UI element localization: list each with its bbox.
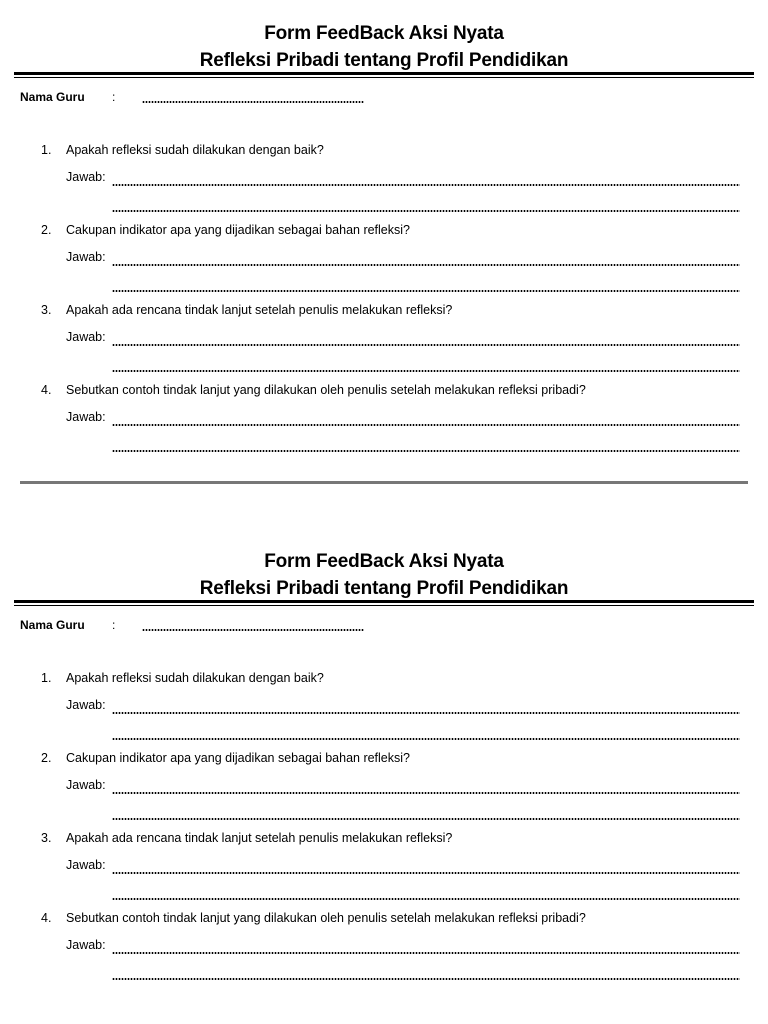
question-number: 2. <box>41 751 52 765</box>
nama-guru-label: Nama Guru <box>20 618 85 632</box>
form-separator <box>20 481 748 484</box>
answer-line-1[interactable] <box>112 184 740 186</box>
question-text: Cakupan indikator apa yang dijadikan sebagai bahan refleksi? <box>66 751 410 765</box>
answer-line-1[interactable] <box>112 424 740 426</box>
answer-line-2[interactable] <box>112 370 740 372</box>
answer-line-1[interactable] <box>112 344 740 346</box>
nama-guru-row <box>20 618 115 632</box>
answer-line-2[interactable] <box>112 978 740 980</box>
answer-line-1[interactable] <box>112 712 740 714</box>
answer-line-2[interactable] <box>112 450 740 452</box>
answer-line-1[interactable] <box>112 264 740 266</box>
question-number: 1. <box>41 671 52 685</box>
answer-label: Jawab: <box>66 698 106 712</box>
question-text: Cakupan indikator apa yang dijadikan sebagai bahan refleksi? <box>66 223 410 237</box>
question-text: Sebutkan contoh tindak lanjut yang dilakukan oleh penulis setelah melakukan refleksi pribadi? <box>66 911 586 925</box>
question-text: Apakah refleksi sudah dilakukan dengan baik? <box>66 143 324 157</box>
answer-label: Jawab: <box>66 858 106 872</box>
question-text: Apakah refleksi sudah dilakukan dengan baik? <box>66 671 324 685</box>
nama-guru-colon: : <box>112 90 116 104</box>
header-rule <box>14 72 754 75</box>
nama-guru-field[interactable] <box>142 101 364 103</box>
answer-label: Jawab: <box>66 938 106 952</box>
question-number: 3. <box>41 831 52 845</box>
form-title: Form FeedBack Aksi Nyata <box>264 23 504 44</box>
question-number: 2. <box>41 223 52 237</box>
question-number: 3. <box>41 303 52 317</box>
question-text: Apakah ada rencana tindak lanjut setelah penulis melakukan refleksi? <box>66 831 453 845</box>
question-number: 1. <box>41 143 52 157</box>
answer-line-2[interactable] <box>112 738 740 740</box>
form-subtitle: Refleksi Pribadi tentang Profil Pendidikan <box>199 578 569 599</box>
answer-line-1[interactable] <box>112 872 740 874</box>
nama-guru-field[interactable] <box>142 629 364 631</box>
nama-guru-label: Nama Guru <box>20 90 85 104</box>
nama-guru-row <box>20 90 115 104</box>
answer-label: Jawab: <box>66 778 106 792</box>
header-rule <box>14 600 754 603</box>
answer-label: Jawab: <box>66 170 106 184</box>
question-number: 4. <box>41 383 52 397</box>
answer-line-2[interactable] <box>112 818 740 820</box>
feedback-form-1 <box>0 20 768 424</box>
answer-label: Jawab: <box>66 250 106 264</box>
feedback-form-2 <box>0 548 768 952</box>
answer-label: Jawab: <box>66 410 106 424</box>
question-number: 4. <box>41 911 52 925</box>
answer-label: Jawab: <box>66 330 106 344</box>
answer-line-1[interactable] <box>112 792 740 794</box>
answer-line-1[interactable] <box>112 952 740 954</box>
answer-line-2[interactable] <box>112 210 740 212</box>
question-text: Apakah ada rencana tindak lanjut setelah penulis melakukan refleksi? <box>66 303 453 317</box>
answer-line-2[interactable] <box>112 290 740 292</box>
header-rule-thin <box>14 605 754 606</box>
answer-line-2[interactable] <box>112 898 740 900</box>
form-subtitle: Refleksi Pribadi tentang Profil Pendidikan <box>199 50 569 71</box>
header-rule-thin <box>14 77 754 78</box>
question-text: Sebutkan contoh tindak lanjut yang dilakukan oleh penulis setelah melakukan refleksi pribadi? <box>66 383 586 397</box>
nama-guru-colon: : <box>112 618 116 632</box>
form-title: Form FeedBack Aksi Nyata <box>264 551 504 572</box>
